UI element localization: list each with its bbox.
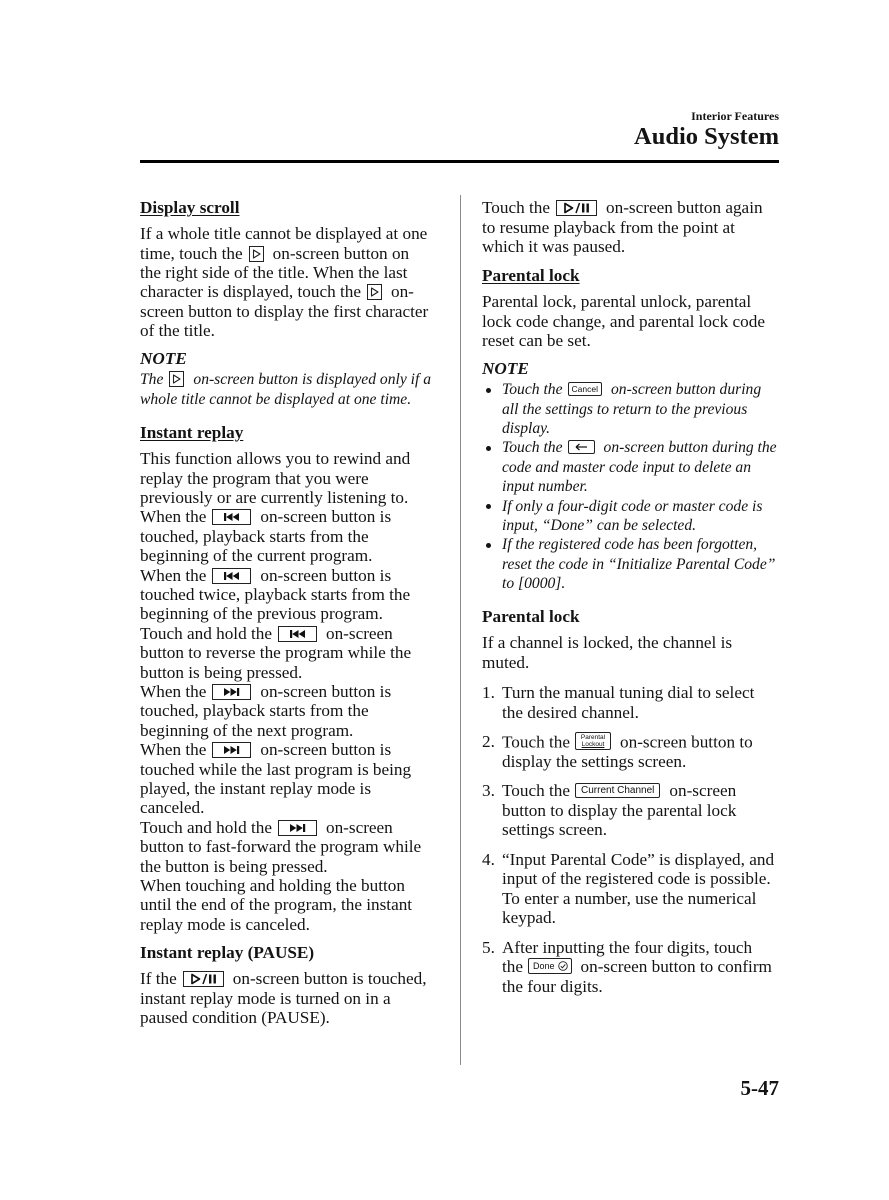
text-segment: time, touch the <box>140 243 243 263</box>
text-line <box>140 566 421 585</box>
parental-lock-procedure-heading: Parental lock <box>482 607 580 627</box>
parental-lockout-label-line: Parental <box>580 733 606 741</box>
text-segment: Touch the <box>482 198 551 218</box>
text-line: If a whole title cannot be displayed at one <box>140 224 428 244</box>
text-segment: on-screen <box>669 781 737 801</box>
play-pause-button-icon <box>183 971 224 987</box>
text-line: button to display the parental lock <box>502 800 737 820</box>
text-line <box>502 732 774 751</box>
text-segment: When the <box>140 681 207 701</box>
column-divider <box>460 195 461 1065</box>
text-line: When touching and holding the button <box>140 875 405 895</box>
skip-back-button-icon <box>278 626 317 642</box>
done-button-icon <box>528 958 572 974</box>
text-segment: on-screen <box>325 817 393 837</box>
text-line: lock code change, and parental lock code <box>482 311 765 331</box>
text-line <box>502 380 777 399</box>
text-line: button to fast-forward the program while <box>140 837 422 857</box>
text-line: the button is being pressed. <box>140 856 328 876</box>
list-item <box>482 781 774 839</box>
text-segment: on-screen button is <box>260 507 392 527</box>
text-line <box>140 244 428 263</box>
bullet-marker <box>486 543 491 548</box>
text-line: the right side of the title. When the last <box>140 263 408 283</box>
text-line: which it was paused. <box>482 237 626 257</box>
list-item <box>482 732 774 771</box>
text-line: to [0000]. <box>502 575 566 593</box>
instant-replay-pause-paragraph <box>140 969 427 1027</box>
skip-forward-button-icon <box>212 684 251 700</box>
play-button-icon <box>169 371 184 387</box>
display-scroll-paragraph <box>140 224 428 340</box>
text-segment: on-screen button is <box>260 740 392 760</box>
bullet-marker <box>486 388 491 393</box>
list-item <box>482 683 774 722</box>
step-number: 2. <box>482 732 495 752</box>
text-line: reset the code in “Initialize Parental Code” <box>502 555 776 573</box>
text-line <box>140 969 427 988</box>
text-line: paused condition (PAUSE). <box>140 1008 330 1028</box>
text-line: reset can be set. <box>482 331 591 351</box>
text-line: muted. <box>482 652 530 672</box>
cancel-button-icon <box>568 382 602 396</box>
play-button-icon <box>367 284 382 300</box>
text-line <box>140 740 421 759</box>
list-item <box>482 380 777 438</box>
text-line: touched while the last program is being <box>140 759 412 779</box>
text-line: touched, playback starts from the <box>140 526 369 546</box>
display-scroll-note <box>140 370 431 409</box>
text-segment: on-screen button on <box>272 243 410 263</box>
text-segment: on-screen button during <box>610 381 762 399</box>
text-line <box>140 624 421 643</box>
text-line: If a channel is locked, the channel is <box>482 633 733 653</box>
text-segment: Touch the <box>502 732 571 752</box>
parental-lockout-label-line: Lockout <box>581 740 605 748</box>
back-arrow-button-icon <box>568 440 595 454</box>
skip-forward-button-icon <box>212 742 251 758</box>
instant-replay-heading: Instant replay <box>140 423 244 443</box>
text-line: previously or are currently listening to. <box>140 488 409 508</box>
done-button-label: Done <box>533 961 555 972</box>
note-label: NOTE <box>140 349 187 369</box>
resume-paragraph <box>482 198 763 256</box>
text-line: played, the instant replay mode is <box>140 778 372 798</box>
parental-lock-note-list <box>482 380 777 593</box>
text-segment: Touch the <box>502 781 571 801</box>
text-line: touched twice, playback starts from the <box>140 585 411 605</box>
list-item <box>482 850 774 928</box>
text-line <box>140 818 421 837</box>
running-header-section: Interior Features <box>691 109 779 123</box>
text-segment: Touch and hold the <box>140 817 272 837</box>
list-item <box>482 497 777 536</box>
text-segment: on-screen button is touched, <box>232 969 427 989</box>
list-item <box>482 438 777 496</box>
step-number: 5. <box>482 937 495 957</box>
text-line: to resume playback from the point at <box>482 217 735 237</box>
text-line: After inputting the four digits, touch <box>502 937 753 957</box>
page-title: Audio System <box>634 123 779 150</box>
text-line: canceled. <box>140 798 205 818</box>
text-line <box>140 282 428 301</box>
text-line: keypad. <box>502 908 556 928</box>
skip-back-button-icon <box>212 509 251 525</box>
text-line: To enter a number, use the numerical <box>502 888 757 908</box>
text-line <box>482 198 763 217</box>
text-segment: Touch the <box>502 381 563 399</box>
text-segment: on-screen <box>325 623 393 643</box>
text-line: display the settings screen. <box>502 751 687 771</box>
page-number: 5-47 <box>740 1076 779 1100</box>
text-segment: When the <box>140 565 207 585</box>
bullet-marker <box>486 504 491 509</box>
text-line: touched, playback starts from the <box>140 701 369 721</box>
step-number: 3. <box>482 781 495 801</box>
text-line: “Input Parental Code” is displayed, and <box>502 849 775 869</box>
text-line <box>140 682 421 701</box>
parental-lock-steps <box>482 683 774 1006</box>
note-label: NOTE <box>482 359 529 379</box>
text-line: Turn the manual tuning dial to select <box>502 683 755 703</box>
skip-forward-button-icon <box>278 820 317 836</box>
text-line: the desired channel. <box>502 702 639 722</box>
text-line <box>502 957 774 976</box>
text-segment: If the <box>140 969 177 989</box>
text-line: beginning of the previous program. <box>140 604 383 624</box>
text-segment: on-screen button to confirm <box>580 957 772 977</box>
text-segment: on-screen button to <box>620 732 753 752</box>
text-line: Parental lock, parental unlock, parental <box>482 292 752 312</box>
text-line: screen button to display the first character <box>140 301 429 321</box>
text-line: beginning of the next program. <box>140 720 354 740</box>
list-item <box>482 938 774 996</box>
parental-lock-paragraph <box>482 292 765 350</box>
text-line: replay mode is canceled. <box>140 914 310 934</box>
text-line: This function allows you to rewind and <box>140 449 411 469</box>
text-segment: When the <box>140 740 207 760</box>
text-line: input number. <box>502 478 588 496</box>
text-line: beginning of the current program. <box>140 546 373 566</box>
text-segment: character is displayed, touch the <box>140 282 361 302</box>
text-line: all the settings to return to the previous <box>502 400 748 418</box>
skip-back-button-icon <box>212 568 251 584</box>
text-line: button is being pressed. <box>140 662 303 682</box>
display-scroll-heading: Display scroll <box>140 198 240 218</box>
text-segment: on-screen button during the <box>603 439 777 457</box>
text-line: code and master code input to delete an <box>502 458 752 476</box>
header-rule <box>140 160 779 163</box>
text-segment: When the <box>140 507 207 527</box>
text-segment: on- <box>390 282 414 302</box>
current-channel-button-label: Current Channel <box>581 785 655 797</box>
text-segment: The <box>140 371 164 389</box>
cancel-button-label: Cancel <box>571 384 598 395</box>
list-item <box>482 535 777 593</box>
check-icon <box>558 961 568 971</box>
text-line: input, “Done” can be selected. <box>502 517 697 535</box>
text-line: display. <box>502 420 551 438</box>
parental-lock-intro <box>482 633 732 672</box>
text-segment: on-screen button is <box>260 565 392 585</box>
text-line: settings screen. <box>502 820 608 840</box>
text-line: until the end of the program, the instant <box>140 895 413 915</box>
instant-replay-paragraph <box>140 449 421 934</box>
text-line: button to reverse the program while the <box>140 643 412 663</box>
text-segment: the <box>502 957 523 977</box>
play-button-icon <box>249 246 264 262</box>
parental-lock-heading: Parental lock <box>482 266 580 286</box>
text-line <box>140 370 431 389</box>
text-line: the four digits. <box>502 976 603 996</box>
bullet-marker <box>486 446 491 451</box>
text-line: whole title cannot be displayed at one time. <box>140 390 412 408</box>
text-segment: on-screen button again <box>606 198 763 218</box>
current-channel-button-icon <box>575 783 660 798</box>
parental-lockout-button-icon <box>575 732 611 750</box>
text-line: instant replay mode is turned on in a <box>140 988 391 1008</box>
text-line <box>502 438 777 457</box>
text-segment: Touch the <box>502 439 563 457</box>
text-line: of the title. <box>140 321 215 341</box>
text-segment: on-screen button is <box>260 681 392 701</box>
play-pause-button-icon <box>556 200 597 216</box>
text-line <box>502 781 774 800</box>
text-segment: on-screen button is displayed only if a <box>193 371 432 389</box>
step-number: 4. <box>482 849 495 869</box>
instant-replay-pause-heading: Instant replay (PAUSE) <box>140 943 315 963</box>
text-line: If only a four-digit code or master code is <box>502 497 763 515</box>
step-number: 1. <box>482 683 495 703</box>
text-segment: Touch and hold the <box>140 623 272 643</box>
text-line <box>140 507 421 526</box>
text-line: replay the program that you were <box>140 468 369 488</box>
text-line: input of the registered code is possible. <box>502 869 771 889</box>
text-line: If the registered code has been forgotten, <box>502 536 758 554</box>
